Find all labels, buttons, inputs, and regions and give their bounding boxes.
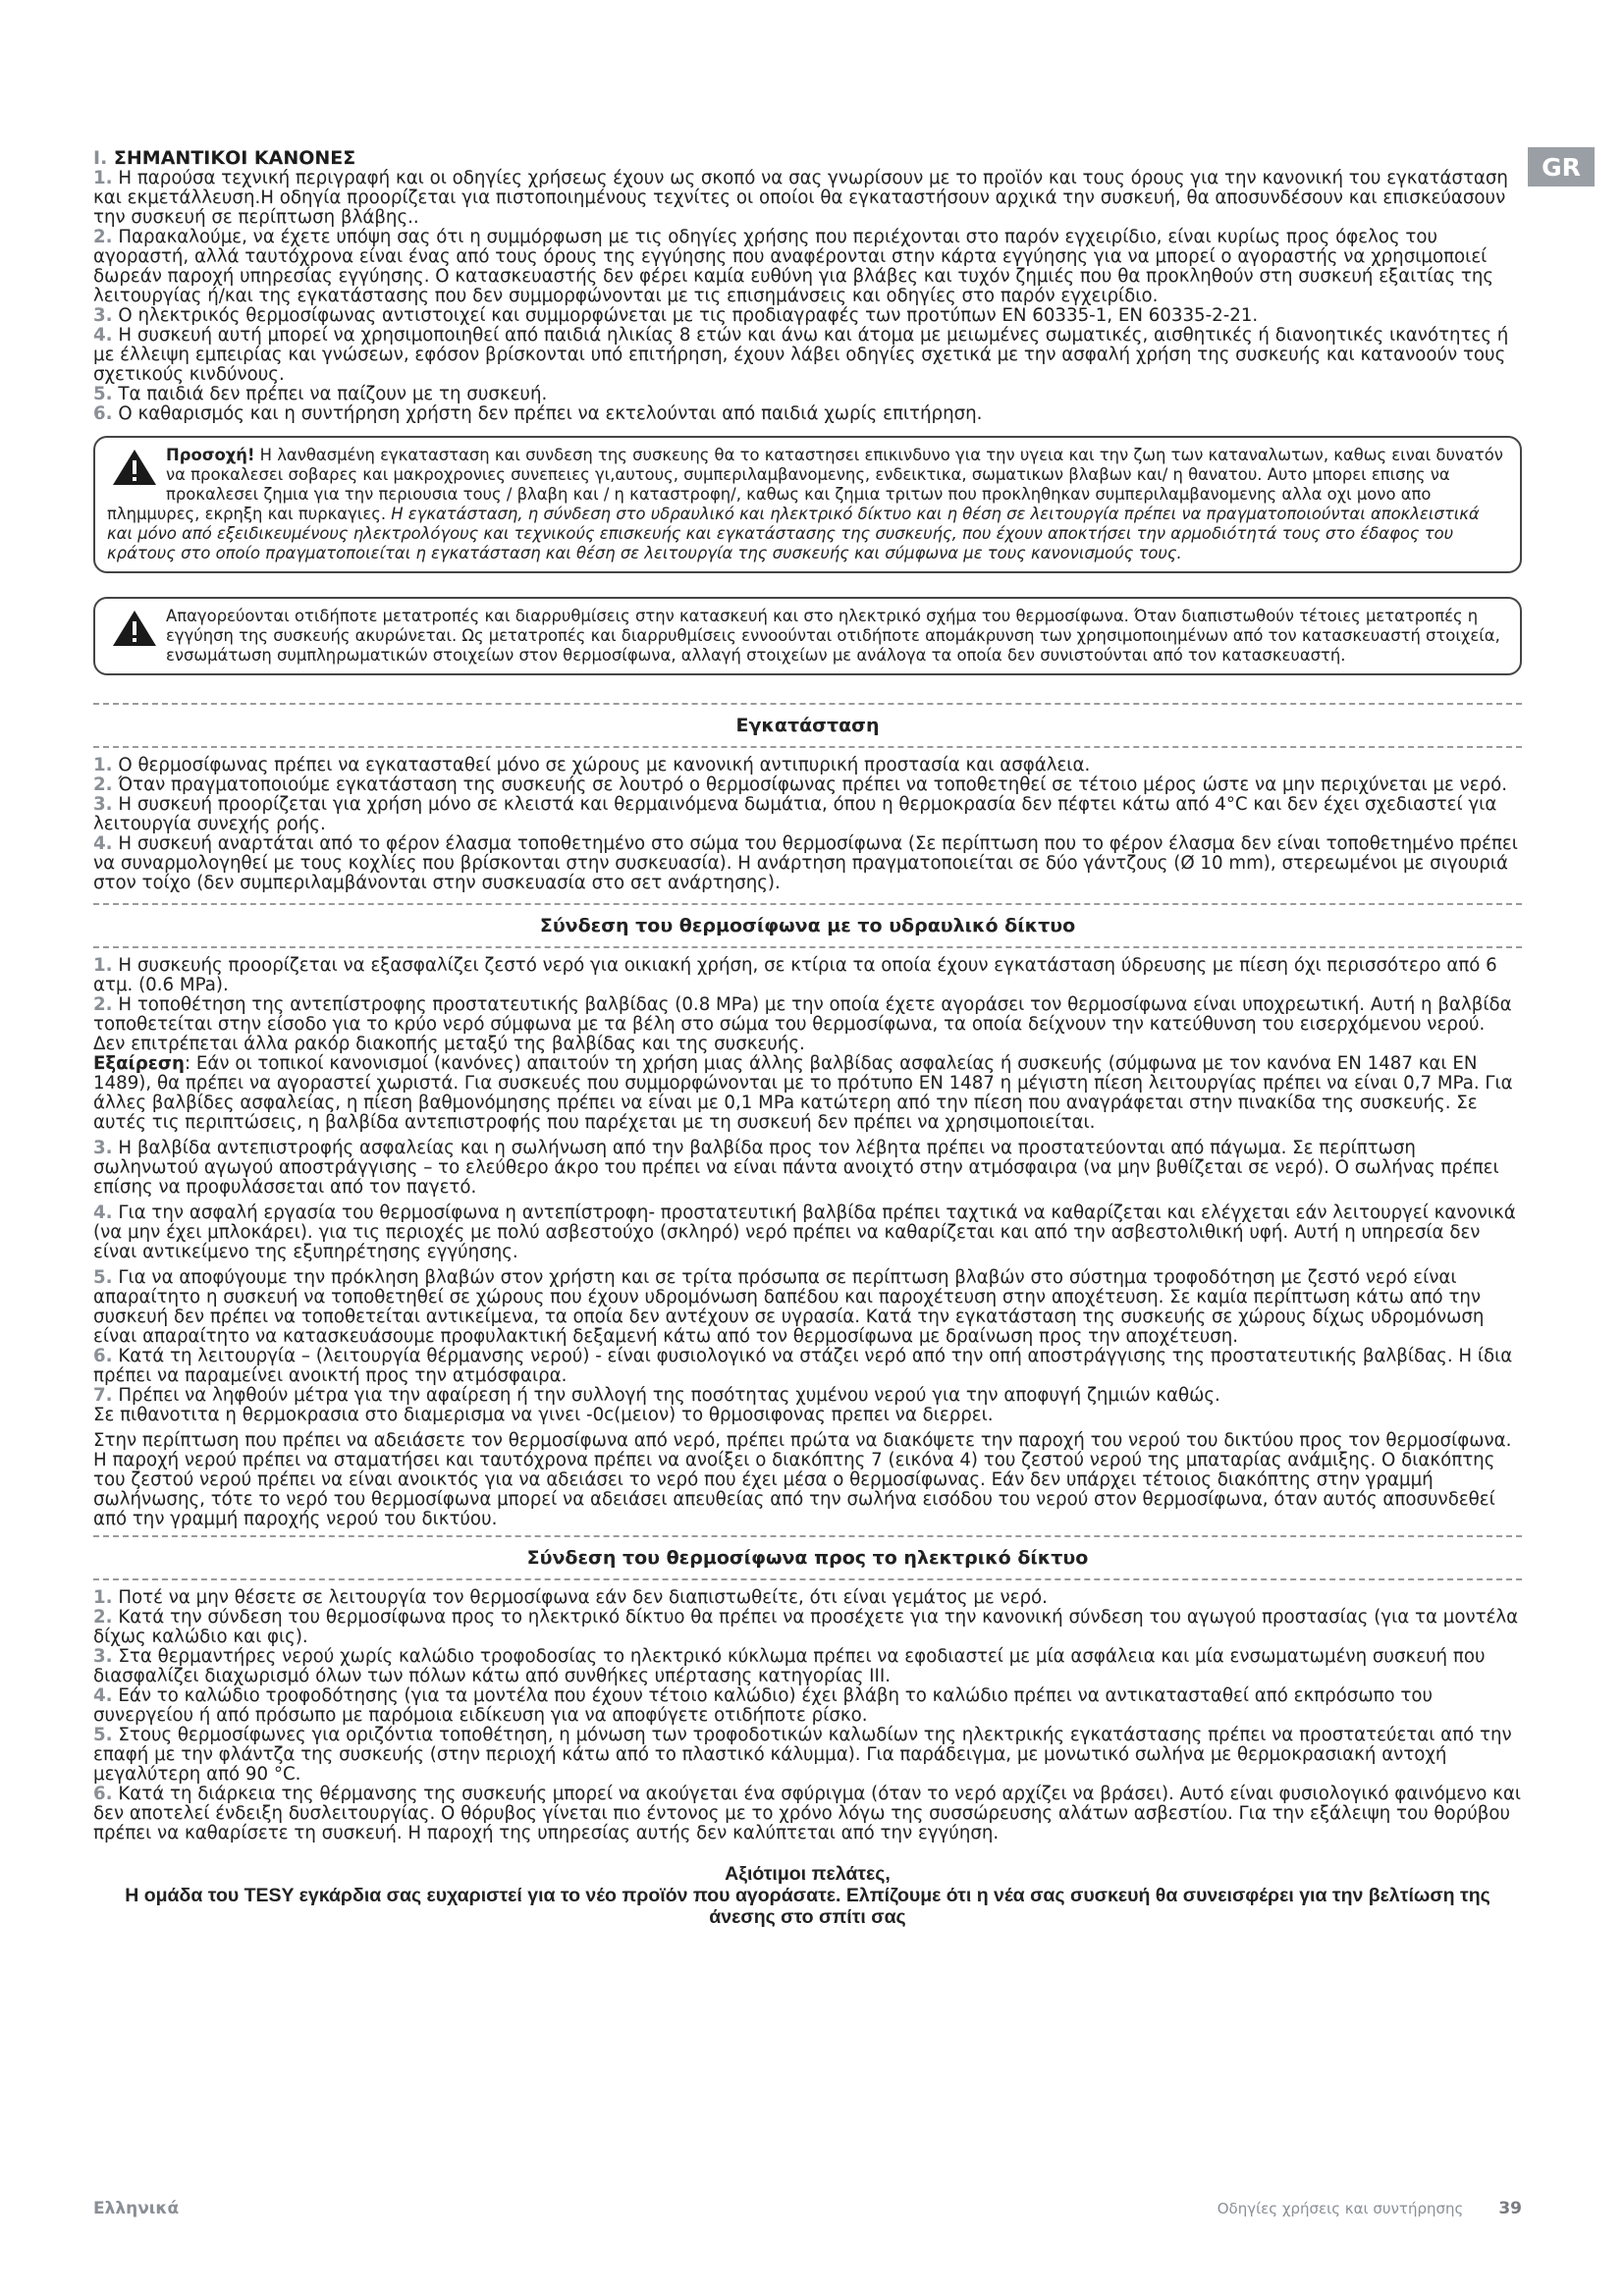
list-item <box>93 834 1522 893</box>
language-badge: GR <box>1528 147 1595 187</box>
dashed-divider <box>93 746 1522 748</box>
item-number: 5. <box>93 1725 113 1745</box>
installation-title: Εγκατάσταση <box>735 715 880 736</box>
item-number: 2. <box>93 1607 113 1628</box>
item-text: Ποτέ να μην θέσετε σε λειτουργία τον θερμοσίφωνα εάν δεν διαπιστωθείτε, ότι είναι γεμάτος με νερό. <box>118 1587 1048 1608</box>
list-item <box>93 775 1522 795</box>
list-item <box>93 228 1522 306</box>
item-text: Παρακαλούμε, να έχετε υπόψη σας ότι η συμμόρφωση με τις οδηγίες χρήσης που περιέχονται στο παρόν εγχειρίδιο, είναι κυρίως προς όφελος του αγοραστή, αλλά ταυτόχρονα είναι ένας από τους όρους της εγγύησης που αναφέρονται στην κάρτα εγγύησης για να μπορεί ο αγοραστής να χρησιμοποιεί δωρεάν παροχή υπηρεσίας εγγύησης. Ο κατασκευαστής δεν φέρει καμία ευθύνη για βλάβες και τυχόν ζημιές που θα προκληθούν στη συσκευή εξαιτίας της λειτουργίας ή/και της εγκατάστασης που δεν συμμορφώνονται με τις επισημάνσεις και οδηγίες στο παρόν εγχειρίδιο. <box>93 227 1494 306</box>
warning-lead: Προσοχή! <box>166 446 255 464</box>
hydraulic-list <box>93 956 1522 1529</box>
item-number: 4. <box>93 1685 113 1706</box>
hydraulic-section <box>93 903 1522 1529</box>
document-body <box>93 147 1522 1928</box>
list-item <box>93 385 1522 404</box>
exception-paragraph: Εξαίρεση: Εάν οι τοπικοί κανονισμοί (κανόνες) απαιτούν τη χρήση μιας άλλης βαλβίδας ασφαλείας ή συσκευής (σύμφωνα με τον κανόνα EN 1487 και EN 1489), θα πρέπει να αγοραστεί χωριστά. Για συσκευές που συμμορφώνονται με το πρότυπο EN 1487 η μέγιστη πίεση λειτουργίας πρέπει να είναι 0,7 MPa. Για άλλες βαλβίδες ασφαλείας, η πίεση βαθμονόμησης πρέπει να είναι με 0,1 MPa κατώτερη από την πίεση που αναγράφεται στην πινακίδα της συσκευής. Σε αυτές τις περιπτώσεις, η βαλβίδα αντεπιστροφής που παρέχεται με τη συσκευή δεν πρέπει να χρησιμοποιείται. <box>93 1053 1513 1133</box>
list-item <box>93 169 1522 228</box>
item-number: 2. <box>93 227 113 247</box>
list-item: 4. Για την ασφαλή εργασία του θερμοσίφωνα η αντεπίστροφη- προστατευτική βαλβίδα πρέπει ταχτικά να καθαρίζεται και ελέγχεται εάν λειτουργεί κανονικά (να μην έχει μπλοκάρει). για τις περιοχές με πολύ ασβεστούχο (σκληρό) νερό πρέπει να καθαρίζεται και από την ασβεστολιθική υφή. Αυτή η υπηρεσία δεν είναι αντικείμενο της εξυπηρέτησης εγγύησης. <box>93 1202 1516 1262</box>
installation-list <box>93 756 1522 893</box>
item-text: Η συσκευή αναρτάται από το φέρον έλασμα τοποθετημένο στο σώμα του θερμοσίφωνα (Σε περίπτωση που το φέρον έλασμα δεν είναι τοποθετημένο πρέπει να συναρμολογηθεί με τους κοχλίες που βρίσκονται στην συσκευασία). Η ανάρτηση πραγματοποιείται σε δύο γάντζους (Ø 10 mm), στερεωμένοι με σιγουριά στον τοίχο (δεν συμπεριλαμβάνονται στην συσκευασία στο σετ ανάρτησης). <box>93 833 1518 893</box>
warning-text: Η λανθασμένη εγκατασταση και συνδεση της συσκευης θα το καταστησει επικινδυνο για την υγεια και την ζωη των καταναλωτων, καθως ειναι δυνατόν να προκαλεσει σοβαρες και μακροχρονιες συνεπειες γι,αυτους, συμπεριλαμβανομενης, ενδεικτικα, σωματικων βλαβων και/ η θανατου. Αυτο μπορει επισης να προκαλεσει ζημια για την περιουσια τους / βλαβη και / η καταστροφη/, καθως και ζημια τριτων που προκληθηκαν συμπεριλαμβανομενης αλλα οχι μονο απο πλημμυρες, εκρηξη και πυρκαγιες. <box>107 446 1503 523</box>
list-item: 5. Για να αποφύγουμε την πρόκληση βλαβών στον χρήστη και σε τρίτα πρόσωπα σε περίπτωση βλαβών στο σύστημα τροφοδότηση με ζεστό νερό είναι απαραίτητο η συσκευή να τοποθετηθεί σε χώρους που έχουν υδρομόνωση δαπέδου και παροχέτευση στην αποχέτευση. Σε καμία περίπτωση κάτω από την συσκευή δεν πρέπει να τοποθετείται αντικείμενα, τα οποία δεν αντέχουν σε υγρασία. Κατά την εγκατάσταση της συσκευής σε χώρους δίχως υδρομόνωση είναι απαραίτητο να κατασκευάσουμε προφυλακτική δεξαμενή κάτω από τον θερμοσίφωνα με δραίνωση προς την αποχέτευση. <box>93 1267 1485 1347</box>
item-text: Η συσκευή προορίζεται για χρήση μόνο σε κλειστά και θερμαινόμενα δωμάτια, όπου η θερμοκρασία δεν πέφτει κάτω από 4°C και δεν έχει σχεδιαστεί για λειτουργία συνεχής ροής. <box>93 794 1497 834</box>
item-number: 4. <box>93 833 113 854</box>
warning-text: Απαγορεύονται οτιδήποτε μετατροπές και διαρρυθμίσεις στην κατασκευή και στο ηλεκτρικό σχήμα του θερμοσίφωνα. Όταν διαπιστωθούν τέτοιες μετατροπές η εγγύηση της συσκευής ακυρώνεται. Ως μετατροπές και διαρρυθμίσεις εννοούνται οτιδήποτε απομάκρυνση των χρησιμοποιημένων από τον κατασκευαστή στοιχεία, ενσωμάτωση συμπληρωματικών στοιχείων στον θερμοσίφωνα, αλλαγή στοιχείων με ανάλογα τα οποία δεν συνιστούνται από τον κατασκευαστή. <box>166 607 1500 665</box>
footer-info <box>1218 2199 1522 2218</box>
list-item: 1. Η συσκευής προορίζεται να εξασφαλίζει ζεστό νερό για οικιακή χρήση, σε κτίρια τα οποία έχουν εγκατάσταση ύδρευσης με πίεση όχι περισσότερο από 6 ατμ. (0.6 MPa). <box>93 955 1497 995</box>
item-text: Η παρούσα τεχνική περιγραφή και οι οδηγίες χρήσεως έχουν ως σκοπό να σας γνωρίσουν με το προϊόν και τους όρους για την κανονική του εγκατάσταση και εκμετάλλευση.Η οδηγία προορίζεται για πιστοποιημένους τεχνίτες οι οποίοι θα εγκαταστήσουν αρχικά την συσκευή, θα αποσυνδέσουν και επισκεύασουν την συσκευή σε περίπτωση βλάβης.. <box>93 168 1508 228</box>
footer-language: Ελληνικά <box>93 2199 180 2218</box>
item-number: 3. <box>93 305 113 326</box>
item-text: Ο καθαρισμός και η συντήρηση χρήστη δεν πρέπει να εκτελούνται από παιδιά χωρίς επιτήρηση. <box>118 403 983 424</box>
electrical-title: Σύνδεση του θερμοσίφωνα προς το ηλεκτρικό δίκτυο <box>526 1547 1089 1569</box>
item-number: 6. <box>93 403 113 424</box>
thank-you-message: Η ομάδα του TESY εγκάρδια σας ευχαριστεί για το νέο προϊόν που αγοράσατε. Ελπίζουμε ότι η νέα σας συσκευή θα συνεισφέρει για την βελτίωση της άνεσης στο σπίτι σας <box>125 1885 1490 1928</box>
list-item <box>93 1588 1522 1608</box>
hydraulic-title: Σύνδεση του θερμοσίφωνα με το υδραυλικό δίκτυο <box>539 915 1076 936</box>
item-text: Στα θερμαντήρες νερού χωρίς καλώδιο τροφοδοσίας το ηλεκτρικό κύκλωμα πρέπει να εφοδιαστεί με μία ασφάλεια και μία ενσωματωμένη συσκευή που διασφαλίζει διαχωρισμό όλων των πόλων κάτω από συνθήκες υπέρτασης κατηγορίας III. <box>93 1646 1486 1686</box>
item-text: Ο ηλεκτρικός θερμοσίφωνας αντιστοιχεί και συμμορφώνεται με τις προδιαγραφές των προτύπων EN 60335-1, EN 60335-2-21. <box>118 305 1259 326</box>
item-number: 4. <box>93 325 113 346</box>
list-item <box>93 326 1522 385</box>
paragraph: Σε πιθανοτιτα η θερμοκρασια στο διαμερισμα να γινει -0c(μειον) το θρμοσιφονας πρεπει να διερρει. <box>93 1405 994 1425</box>
list-item: 6. Κατά τη λειτουργία – (λειτουργία θέρμανσης νερού) - είναι φυσιολογικό να στάζει νερό από την οπή αποστράγγισης της προστατευτικής βαλβίδας. Η ίδια πρέπει να παραμείνει ανοικτή προς την ατμόσφαιρα. <box>93 1346 1513 1386</box>
list-item <box>93 1647 1522 1686</box>
footer-doc-title: Οδηγίες χρήσεις και συντήρησης <box>1217 2200 1464 2217</box>
list-item <box>93 795 1522 834</box>
warning-box-modifications <box>93 597 1522 675</box>
list-item: 2. Η τοποθέτηση της αντεπίστροφης προστατευτικής βαλβίδας (0.8 MPa) με την οποία έχετε αγοράσει τον θερμοσίφωνα είναι υποχρεωτική. Αυτή η βαλβίδα τοποθετείται στην είσοδο για το κρύο νερό σύμφωνα με τα βέλη στο σώμα του θερμοσίφωνα, τα οποία δείχνουν την κατεύθυνση του εισερχόμενου νερού. Δεν επιτρέπεται άλλα ρακόρ διακοπής μεταξύ της βαλβίδας και της συσκευής. <box>93 994 1512 1054</box>
item-number: 2. <box>93 774 113 795</box>
item-number: 3. <box>93 794 113 815</box>
list-item <box>93 1785 1522 1843</box>
item-text: Ο θερμοσίφωνας πρέπει να εγκατασταθεί μόνο σε χώρους με κανονική αντιπυρική προστασία και ασφάλεια. <box>118 755 1091 775</box>
item-number: 1. <box>93 168 113 188</box>
item-text: Κατά τη διάρκεια της θέρμανσης της συσκευής μπορεί να ακούγεται ένα σφύριγμα (όταν το νερό αρχίζει να βράσει). Αυτό είναι φυσιολογικό φαινόμενο και δεν αποτελεί ένδειξη δυσλειτουργίας. Ο θόρυβος γίνεται πιο έντονος με το χρόνο λόγω της συσσώρευσης αλάτων ασβεστίου. Για την εξάλειψη του θορύβου πρέπει να καθαρίσετε τη συσκευή. Η παροχή της υπηρεσίας αυτής δεν καλύπτεται από την εγγύηση. <box>93 1784 1522 1843</box>
item-text: Τα παιδιά δεν πρέπει να παίζουν με τη συσκευή. <box>118 384 548 404</box>
list-item: 7. Πρέπει να ληφθούν μέτρα για την αφαίρεση ή την συλλογή της ποσότητας χυμένου νερού για την αποφυγή ζημιών καθώς. <box>93 1385 1220 1406</box>
list-item <box>93 1608 1522 1647</box>
list-item <box>93 1726 1522 1785</box>
thank-you-greeting: Αξιότιμοι πελάτες, <box>725 1863 891 1885</box>
item-number: 1. <box>93 755 113 775</box>
list-item: 3. Η βαλβίδα αντεπιστροφής ασφαλείας και η σωλήνωση από την βαλβίδα προς τον λέβητα πρέπει να προστατεύονται από πάγωμα. Σε περίπτωση σωληνωτού αγωγού αποστράγγισης – το ελεύθερο άκρο του πρέπει να είναι πάντα ανοιχτό στην ατμόσφαιρα (να μην βυθίζεται σε νερό). Ο σωλήνας πρέπει επίσης να προφυλάσσεται από τον παγετό. <box>93 1138 1499 1198</box>
item-text: Στους θερμοσίφωνες για οριζόντια τοποθέτηση, η μόνωση των τροφοδοτικών καλωδίων της ηλεκτρικής εγκατάστασης πρέπει να προστατεύεται από την επαφή με την φλάντζα της συσκευής (στην περιοχή κάτω από το πλαστικό κάλυμμα). Για παράδειγμα, με μονωτικό σωλήνα με θερμοκρασιακή αντοχή μεγαλύτερη από 90 °C. <box>93 1725 1512 1785</box>
item-number: 6. <box>93 1784 113 1804</box>
warning-italic-text: Η εγκατάσταση, η σύνδεση στο υδραυλικό και ηλεκτρικό δίκτυο και η θέση σε λειτουργία πρέπει να πραγματοποιούνται αποκλειστικά και μόνο από εξειδικευμένους ηλεκτρολόγους και τεχνικούς επισκευής και εγκατάστασης της συσκευής, που έχουν αποκτήσει την αρμοδιότητά τους στο έδαφος του κράτους στο οποίο πραγματοποιείται η εγκατάσταση και θέση σε λειτουργία της συσκευής και σύμφωνα με τους κανονισμούς τους. <box>107 505 1480 562</box>
dashed-divider <box>93 946 1522 948</box>
warning-triangle-icon <box>111 609 158 648</box>
electrical-section <box>93 1535 1522 1843</box>
important-rules-list <box>93 169 1522 424</box>
item-number: 5. <box>93 384 113 404</box>
section-title: I. ΣΗΜΑΝΤΙΚΟΙ ΚΑΝΟΝΕΣ <box>93 147 356 169</box>
installation-section <box>93 703 1522 893</box>
list-item <box>93 306 1522 326</box>
drain-paragraph: Στην περίπτωση που πρέπει να αδειάσετε τον θερμοσίφωνα από νερό, πρέπει πρώτα να διακόψετε την παροχή του νερού του δικτύου προς τον θερμοσίφωνα. Η παροχή νερού πρέπει να σταματήσει και ταυτόχρονα πρέπει να ανοίξει ο διακόπτης 7 (εικόνα 4) του ζεστού νερού της μπαταρίας ανάμιξης. Ο διακόπτης του ζεστού νερού πρέπει να είναι ανοικτός για να αδειάσει το νερό που έχει μέσα ο θερμοσίφωνας. Εάν δεν υπάρχει τέτοιος διακόπτης στην γραμμή σωλήνωσης, τότε το νερό του θερμοσίφωνα μπορεί να αδειάσει απευθείας από την σωλήνα εισόδου του νερού στον θερμοσίφωνα, όταν αυτός αποσυνδεθεί από την γραμμή παροχής νερού του δικτύου. <box>93 1430 1512 1529</box>
list-item <box>93 1686 1522 1726</box>
item-text: Εάν το καλώδιο τροφοδότησης (για τα μοντέλα που έχουν τέτοιο καλώδιο) έχει βλάβη το καλώδιο πρέπει να αντικατασταθεί από εκπρόσωπο του συνεργείου ή από πρόσωπο με παρόμοια ειδίκευση για να αποφύγετε οτιδήποτε ρίσκο. <box>93 1685 1434 1726</box>
item-text: Όταν πραγματοποιούμε εγκατάσταση της συσκευής σε λουτρό ο θερμοσίφωνας πρέπει να τοποθετηθεί σε τέτοιο μέρος ώστε να μην περιχύνεται με νερό. <box>118 774 1508 795</box>
warning-triangle-icon <box>111 448 158 487</box>
important-rules-section <box>93 147 1522 424</box>
item-text: Κατά την σύνδεση του θερμοσίφωνα προς το ηλεκτρικό δίκτυο θα πρέπει να προσέχετε για την κανονική σύνδεση του αγωγού προστασίας (για τα μοντέλα δίχως καλώδιο και φις). <box>93 1607 1519 1647</box>
warning-box-installation <box>93 436 1522 573</box>
thank-you-note <box>93 1863 1522 1928</box>
list-item <box>93 756 1522 775</box>
item-number: 1. <box>93 1587 113 1608</box>
item-text: Η συσκευή αυτή μπορεί να χρησιμοποιηθεί από παιδιά ηλικίας 8 ετών και άνω και άτομα με μειωμένες σωματικές, αισθητικές ή διανοητικές ικανότητες ή με έλλειψη εμπειρίας και γνώσεων, εφόσον βρίσκονται υπό επιτήρηση, έχουν λάβει οδηγίες σχετικά με την ασφαλή χρήση της συσκευής και κατανοούν τους σχετικούς κινδύνους. <box>93 325 1509 385</box>
page-number: 39 <box>1498 2199 1522 2218</box>
dashed-divider <box>93 1578 1522 1580</box>
item-number: 3. <box>93 1646 113 1667</box>
list-item <box>93 404 1522 424</box>
electrical-list <box>93 1588 1522 1843</box>
